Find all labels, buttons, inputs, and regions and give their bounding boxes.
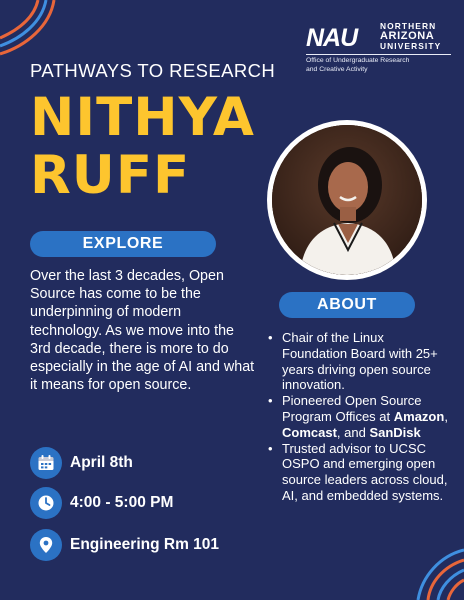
top-left-decoration (0, 0, 60, 60)
about-heading: ABOUT (279, 292, 415, 318)
company-comcast: Comcast (282, 424, 337, 440)
bottom-right-decoration (400, 532, 464, 600)
logo-name-line-3: UNIVERSITY (380, 41, 442, 51)
about-list (268, 330, 448, 504)
location-row (30, 529, 219, 561)
date-row (30, 447, 133, 479)
logo-university-name (380, 22, 441, 51)
company-amazon: Amazon (393, 408, 445, 424)
event-location: Engineering Rm 101 (70, 536, 220, 553)
about-item-ospo (268, 393, 448, 440)
event-time: 4:00 - 5:00 PM (70, 494, 174, 511)
separator-and: , and (336, 424, 370, 440)
time-row (30, 487, 173, 519)
about-item-ospo-text: Pioneered Open Source Program Offices at (282, 393, 422, 424)
logo-office-line-2: and Creative Activity (306, 65, 368, 73)
company-sandisk: SanDisk (369, 424, 421, 440)
speaker-first-name: NITHYA (30, 87, 255, 148)
about-item-board-chair: • Chair of the Linux Foundation Board with 25+ years driving open source innovation. (268, 330, 448, 393)
logo-office-line-1: Office of Undergraduate Research (306, 57, 410, 64)
event-series-title: PATHWAYS TO RESEARCH (30, 60, 276, 81)
location-pin-icon (30, 529, 62, 561)
about-item-advisor: • Trusted advisor to UCSC OSPO and emerging open source leaders across cloud, AI, and embedded systems. (268, 441, 448, 504)
logo-name-line-1: NORTHERN (380, 21, 437, 31)
logo-name-line-2: ARIZONA (380, 30, 435, 42)
logo-mark: NAU (306, 24, 358, 52)
event-date: April 8th (70, 454, 133, 471)
calendar-icon (30, 447, 62, 479)
speaker-last-name: RUFF (30, 145, 191, 206)
logo-divider (306, 54, 451, 55)
explore-heading: EXPLORE (30, 231, 216, 257)
separator-comma: , (444, 408, 448, 424)
clock-icon (30, 487, 62, 519)
explore-description: Over the last 3 decades, Open Source has come to be the underpinning of modern technology. As we move into the 3rd decade, there is more to do especially in the age of AI and what it means for open source. (30, 268, 255, 394)
speaker-portrait (272, 125, 422, 275)
logo-office (306, 57, 409, 74)
